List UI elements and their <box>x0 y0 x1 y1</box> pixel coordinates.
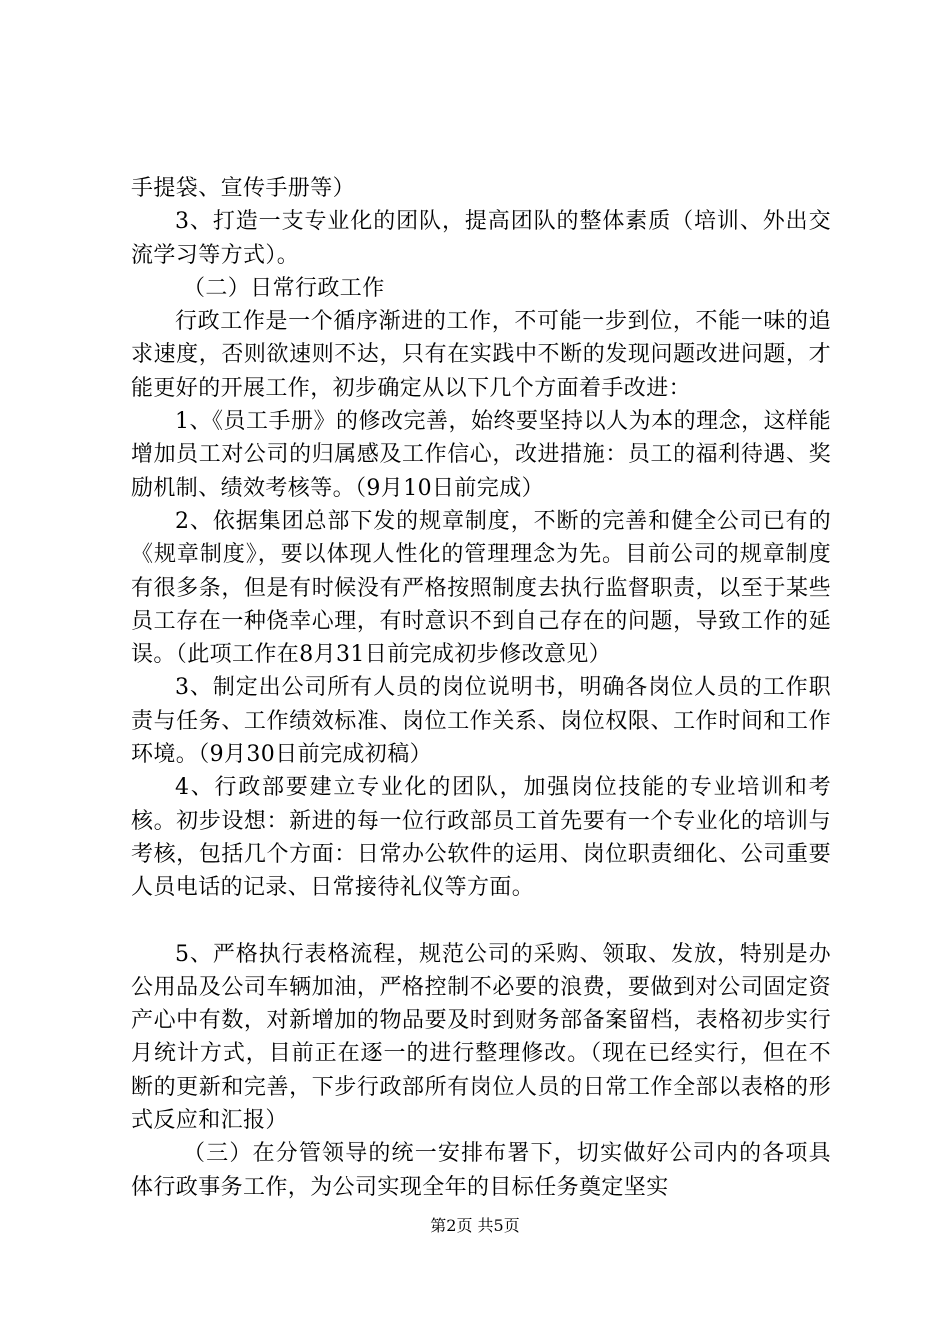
paragraph-item-3-job-descriptions: 3、制定出公司所有人员的岗位说明书，明确各岗位人员的工作职责与任务、工作绩效标准、岗位工作关系、岗位权限、工作时间和工作环境。（9月30日前完成初稿） <box>131 675 831 768</box>
paragraph-item-5-forms: 5、严格执行表格流程，规范公司的采购、领取、发放，特别是办公用品及公司车辆加油，严格控制不必要的浪费，要做到对公司固定资产心中有数，对新增加的物品要及时到财务部备案留档，表格初步实行月统计方式，目前正在逐一的进行整理修改。（现在已经实行，但在不断的更新和完善，下步行政部所有岗位人员的日常工作全部以表格的形式反应和汇报） <box>131 941 831 1134</box>
section-heading-admin-affairs: （三）在分管领导的统一安排布署下，切实做好公司内的各项具体行政事务工作，为公司实现全年的目标任务奠定坚实 <box>131 1141 831 1200</box>
paragraph-continuation: 手提袋、宣传手册等） <box>131 176 356 201</box>
paragraph-item-4-training: 4、行政部要建立专业化的团队，加强岗位技能的专业培训和考核。初步设想：新进的每一位行政部员工首先要有一个专业化的培训与考核，包括几个方面：日常办公软件的运用、岗位职责细化、公司重要人员电话的记录、日常接待礼仪等方面。 <box>131 775 831 901</box>
paragraph-item-2-rules: 2、依据集团总部下发的规章制度，不断的完善和健全公司已有的《规章制度》，要以体现人性化的管理理念为先。目前公司的规章制度有很多条，但是有时候没有严格按照制度去执行监督职责，以至于某些员工存在一种侥幸心理，有时意识不到自己存在的问题，导致工作的延误。（此项工作在8月31日前完成初步修改意见） <box>131 508 831 668</box>
document-body <box>131 172 831 1204</box>
section-heading-daily-admin: （二）日常行政工作 <box>183 275 385 301</box>
paragraph-item-1-handbook: 1、《员工手册》的修改完善，始终要坚持以人为本的理念，这样能增加员工对公司的归属感及工作信心，改进措施：员工的福利待遇、奖励机制、绩效考核等。（9月10日前完成） <box>131 409 831 501</box>
page-number-footer: 第2页 共5页 <box>430 1216 520 1235</box>
paragraph-item-3-team: 3、打造一支专业化的团队，提高团队的整体素质（培训、外出交流学习等方式）。 <box>131 209 831 268</box>
paragraph-intro: 行政工作是一个循序渐进的工作，不可能一步到位，不能一味的追求速度，否则欲速则不达，只有在实践中不断的发现问题改进问题，才能更好的开展工作，初步确定从以下几个方面着手改进： <box>131 309 831 401</box>
